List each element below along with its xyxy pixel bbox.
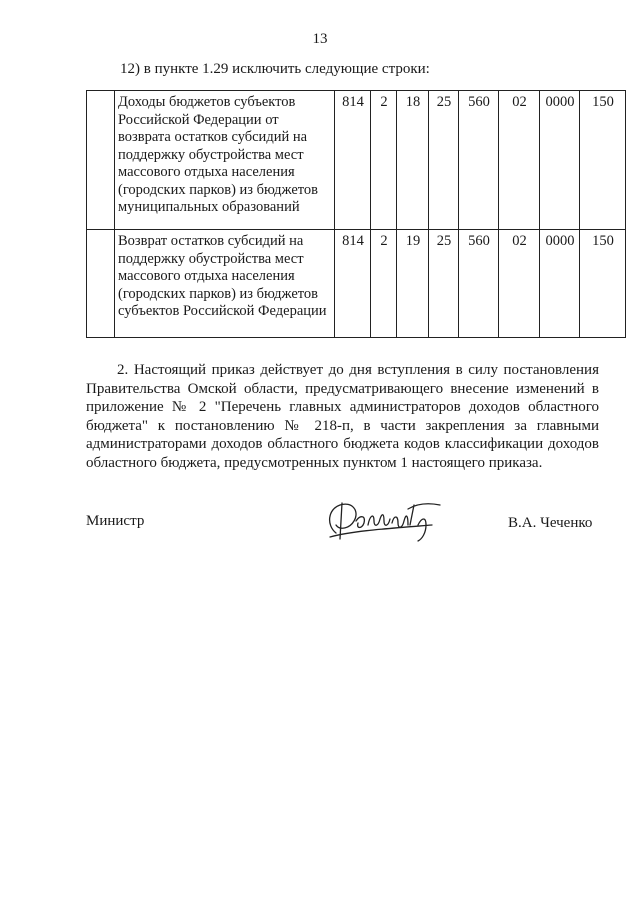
signatory-name: В.А. Чеченко [508,515,593,531]
code-cell: 814 [335,91,371,230]
body-paragraph-text: 2. Настоящий приказ действует до дня вступления в силу постановления Правительства Омской области, предусматривающего внесение изменений в приложение № 2 "Перечень главных администраторов доходов областного бюджета" к постановлению № 218-п, в части закрепления за главными администраторами доходов областного бюджета кодов классификации доходов областного бюджета, предусмотренных пунктом 1 настоящего приказа. [86,362,599,471]
row-name-cell: Возврат остатков субсидий на поддержку обустройства мест массового отдыха населения (городских парков) из бюджетов субъектов Российской Федерации [115,230,335,338]
code-cell: 25 [429,230,459,338]
table-row [87,91,626,230]
handwritten-signature [322,495,450,545]
code-cell: 814 [335,230,371,338]
row-blank-cell [87,91,115,230]
code-cell: 0000 [540,230,580,338]
code-cell: 2 [371,91,397,230]
code-cell: 19 [397,230,429,338]
code-cell: 0000 [540,91,580,230]
code-cell: 150 [580,230,626,338]
intro-line: 12) в пункте 1.29 исключить следующие строки: [120,61,430,77]
code-cell: 18 [397,91,429,230]
signatory-title: Министр [86,513,145,529]
row-name-cell: Доходы бюджетов субъектов Российской Федерации от возврата остатков субсидий на поддержку обустройства мест массового отдыха населения (городских парков) из бюджетов муниципальных образований [115,91,335,230]
code-cell: 560 [459,91,499,230]
row-blank-cell [87,230,115,338]
body-paragraph [86,361,599,472]
code-cell: 02 [499,91,540,230]
code-cell: 560 [459,230,499,338]
code-cell: 2 [371,230,397,338]
code-cell: 25 [429,91,459,230]
page-number: 13 [312,31,328,47]
code-cell: 02 [499,230,540,338]
table-row [87,230,626,338]
code-cell: 150 [580,91,626,230]
codes-table [86,90,626,338]
